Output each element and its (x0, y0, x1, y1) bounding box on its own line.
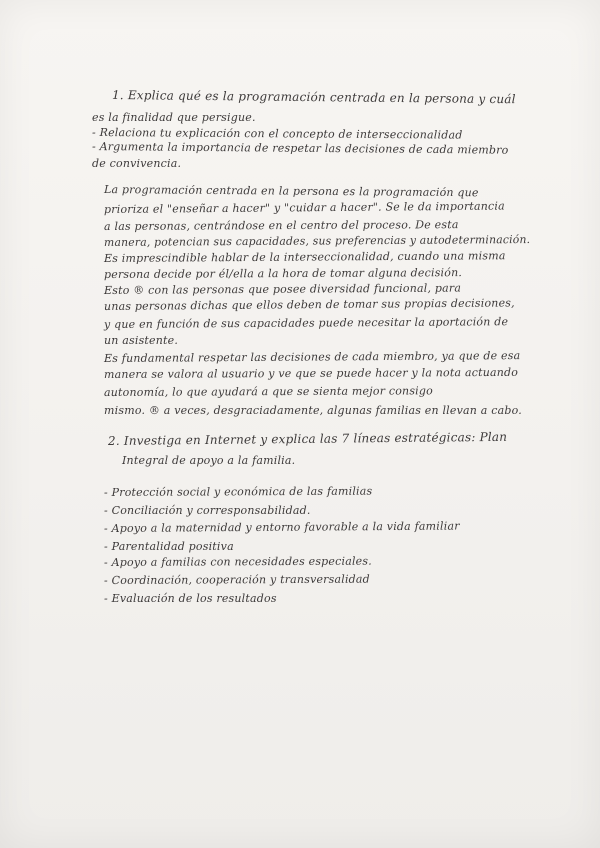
answer-2-item: - Parentalidad positiva (104, 540, 234, 553)
answer-1-line: un asistente. (104, 334, 179, 347)
answer-1-line: persona decide por él/ella a la hora de tomar alguna decisión. (103, 266, 463, 281)
question-1-line: - Argumenta la importancia de respetar las decisiones de cada miembro (91, 140, 509, 157)
answer-1-line: La programación centrada en la persona es la programación que (103, 183, 479, 200)
question-1-line: es la finalidad que persigue. (92, 111, 256, 124)
answer-1-line: prioriza el "enseñar a hacer" y "cuidar a hacer". Se le da importancia (103, 199, 505, 216)
answer-2-item: - Evaluación de los resultados (104, 592, 277, 605)
answer-1-line: Es imprescindible hablar de la interseccionalidad, cuando una misma (103, 249, 506, 265)
answer-1-line: unas personas dichas que ellos deben de tomar sus propias decisiones, (103, 296, 515, 313)
question-2-line: 2. Investiga en Internet y explica las 7 líneas estratégicas: Plan (107, 429, 508, 448)
answer-2-item: - Protección social y económica de las familias (103, 484, 373, 499)
answer-1-line: Es fundamental respetar las decisiones de cada miembro, ya que de esa (103, 349, 521, 365)
question-2-line: Integral de apoyo a la familia. (122, 454, 296, 467)
answer-2-item: - Conciliación y corresponsabilidad. (104, 504, 311, 517)
answer-2-item: - Apoyo a la maternidad y entorno favorable a la vida familiar (103, 519, 460, 535)
answer-1-line: autonomía, lo que ayudará a que se sienta mejor consigo (103, 384, 433, 399)
answer-1-line: manera se valora al usuario y ve que se puede hacer y la nota actuando (103, 365, 519, 381)
answer-1-line: mismo. ® a veces, desgraciadamente, algunas familias en llevan a cabo. (104, 404, 522, 417)
answer-1-line: Esto ® con las personas que posee diversidad funcional, para (103, 281, 462, 297)
answer-1-line: manera, potencian sus capacidades, sus preferencias y autodeterminación. (103, 233, 531, 249)
answer-1-line: y que en función de sus capacidades puede necesitar la aportación de (103, 315, 509, 331)
answer-2-item: - Coordinación, cooperación y transversalidad (103, 572, 370, 587)
answer-2-item: - Apoyo a familias con necesidades especiales. (103, 554, 372, 569)
question-1-line: 1. Explica qué es la programación centrada en la persona y cuál (111, 88, 516, 107)
answer-1-line: a las personas, centrándose en el centro del proceso. De esta (103, 218, 459, 233)
question-1-line: de convivencia. (92, 157, 182, 170)
question-1-line: - Relaciona tu explicación con el concepto de interseccionalidad (91, 126, 463, 142)
